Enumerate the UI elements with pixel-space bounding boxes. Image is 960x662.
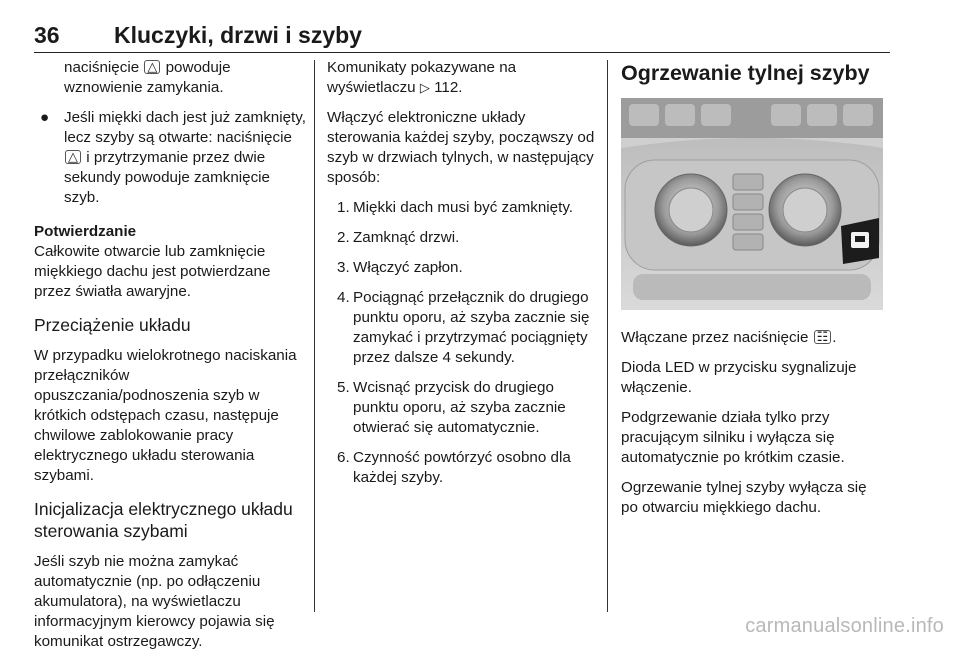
column-divider [607,60,608,612]
page-number: 36 [34,22,60,48]
climate-control-photo [621,98,883,310]
overload-heading: Przeciążenie układu [34,315,191,335]
page-ref-icon: ▷ [419,80,430,95]
init-text: Jeśli szyb nie można zamykać automatycznie (np. po odłączeniu akumulatora), na wyświetlaczu informacyjnym kierowcy pojawia się komunikat ostrzegawczy. [34,553,275,650]
page-title: Kluczyki, drzwi i szyby [114,22,362,48]
confirm-heading: Potwierdzanie [34,223,137,240]
confirm-text: Całkowite otwarcie lub zamknięcie miękkiego dachu jest potwierdzane przez światła awaryjne. [34,243,271,300]
column-left [34,58,306,662]
column-middle [327,58,599,498]
column-divider [314,60,315,612]
watermark: carmanualsonline.info [745,615,944,637]
continued-paragraph: naciśnięcie △ powoduje wznowienie zamykania. [64,59,231,96]
list-item: 5. Wcisnąć przycisk do drugiego punktu oporu, aż szyba zacznie otwierać się automatycznie. [337,379,566,436]
page-header [34,22,890,53]
p2: Dioda LED w przycisku sygnalizuje włączenie. [621,359,857,396]
list-item: 6. Czynność powtórzyć osobno dla każdej szyby. [337,449,571,486]
bullet-item: ● Jeśli miękki dach jest już zamknięty, lecz szyby są otwarte: naciśnięcie △ i przytrzymanie przez dwie sekundy powoduje zamknięcie szyb. [40,109,306,206]
list-item: 3. Włączyć zapłon. [337,259,463,276]
p1: Włączane przez naciśnięcie ☷ . [621,329,837,346]
window-close-switch-icon: △ [144,60,160,74]
bullet-dot: ● [40,109,50,126]
overload-text: W przypadku wielokrotnego naciskania przełączników opuszczania/podnoszenia szyb w krótkich odstępach czasu, następuje chwilowe zablokowanie pracy elektrycznego układu sterowania szybami. [34,347,297,484]
list-item: 1. Miękki dach musi być zamknięty. [337,199,574,216]
steps-list [327,198,599,488]
window-close-switch-icon: △ [65,150,81,164]
p3: Podgrzewanie działa tylko przy pracującym silniku i wyłącza się automatycznie po krótkim czasie. [621,409,845,466]
list-item: 4. Pociągnąć przełącznik do drugiego punktu oporu, aż szyba zacznie się zamykać i przytrzymać pociągnięty przez dalsze 4 sekundy. [337,289,590,366]
intro-paragraph: Komunikaty pokazywane na wyświetlaczu ▷ 112. [327,59,517,96]
column-right [621,58,887,528]
p4: Ogrzewanie tylnej szyby wyłącza się po otwarciu miękkiego dachu. [621,479,867,516]
init-heading: Inicjalizacja elektrycznego układu sterowania szybami [34,499,293,541]
rear-window-heater-icon: ☷ [814,330,832,344]
intro-paragraph-2: Włączyć elektroniczne układy sterowania każdej szyby, począwszy od szyb w drzwiach tylnych, w następujący sposób: [327,109,595,186]
list-item: 2. Zamknąć drzwi. [337,229,460,246]
section-title: Ogrzewanie tylnej szyby [621,61,870,85]
